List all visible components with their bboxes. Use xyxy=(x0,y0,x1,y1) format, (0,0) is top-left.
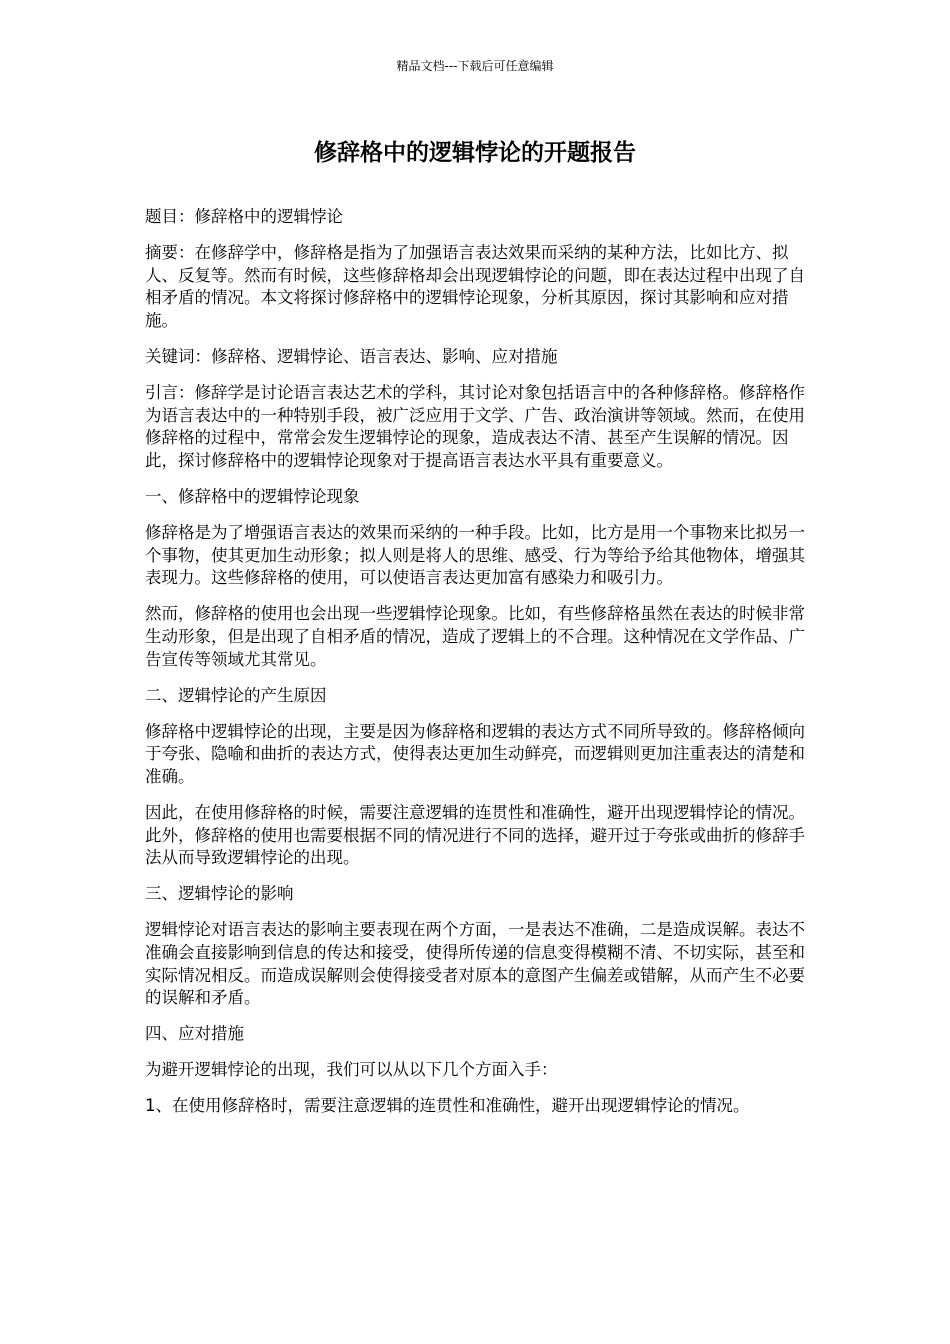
introduction-paragraph: 引言：修辞学是讨论语言表达艺术的学科，其讨论对象包括语言中的各种修辞格。修辞格作为语言表达中的一种特别手段，被广泛应用于文学、广告、政治演讲等领域。然而，在使用修辞格的过程中，常常会发生逻辑悖论的现象，造成表达不清、甚至产生误解的情况。因此，探讨修辞格中的逻辑悖论现象对于提高语言表达水平具有重要意义。 xyxy=(145,383,805,470)
body-paragraph: 因此，在使用修辞格的时候，需要注意逻辑的连贯性和准确性，避开出现逻辑悖论的情况。此外，修辞格的使用也需要根据不同的情况进行不同的选择，避开过于夸张或曲折的修辞手法从而导致逻辑悖论的出现。 xyxy=(145,802,805,868)
body-paragraph: 修辞格中逻辑悖论的出现，主要是因为修辞格和逻辑的表达方式不同所导致的。修辞格倾向于夸张、隐喻和曲折的表达方式，使得表达更加生动鲜亮，而逻辑则更加注重表达的清楚和准确。 xyxy=(145,721,805,786)
document-title: 修辞格中的逻辑悖论的开题报告 xyxy=(314,140,636,166)
section-heading-3: 三、逻辑悖论的影响 xyxy=(145,884,294,904)
section-heading-4: 四、应对措施 xyxy=(145,1024,244,1044)
body-paragraph: 修辞格是为了增强语言表达的效果而采纳的一种手段。比如，比方是用一个事物来比拟另一个事物，使其更加生动形象；拟人则是将人的思维、感受、行为等给予给其他物体，增强其表现力。这些修辞格的使用，可以使语言表达更加富有感染力和吸引力。 xyxy=(145,523,805,588)
body-paragraph: 然而，修辞格的使用也会出现一些逻辑悖论现象。比如，有些修辞格虽然在表达的时候非常生动形象，但是出现了自相矛盾的情况，造成了逻辑上的不合理。这种情况在文学作品、广告宣传等领域尤其常见。 xyxy=(145,604,805,669)
document-body xyxy=(145,206,807,1132)
keywords-line: 关键词：修辞格、逻辑悖论、语言表达、影响、应对措施 xyxy=(145,346,558,366)
body-paragraph: 逻辑悖论对语言表达的影响主要表现在两个方面，一是表达不准确，二是造成误解。表达不准确会直接影响到信息的传达和接受，使得所传递的信息变得模糊不清、不切实际，甚至和实际情况相反。而造成误解则会使得接受者对原本的意图产生偏差或错解，从而产生不必要的误解和矛盾。 xyxy=(145,920,805,1008)
section-heading-2: 二、逻辑悖论的产生原因 xyxy=(145,685,327,705)
section-heading-1: 一、修辞格中的逻辑悖论现象 xyxy=(145,486,360,506)
body-paragraph: 为避开逻辑悖论的出现，我们可以从以下几个方面入手： xyxy=(145,1060,558,1080)
abstract-paragraph: 摘要：在修辞学中，修辞格是指为了加强语言表达效果而采纳的某种方法，比如比方、拟人、反复等。然而有时候，这些修辞格却会出现逻辑悖论的问题，即在表达过程中出现了自相矛盾的情况。本文将探讨修辞格中的逻辑悖论现象，分析其原因，探讨其影响和应对措施。 xyxy=(145,243,805,330)
list-item: 1、在使用修辞格时，需要注意逻辑的连贯性和准确性，避开出现逻辑悖论的情况。 xyxy=(145,1096,750,1116)
topic-line: 题目：修辞格中的逻辑悖论 xyxy=(145,207,343,226)
page-header: 精品文档---下载后可任意编辑 xyxy=(396,59,554,73)
